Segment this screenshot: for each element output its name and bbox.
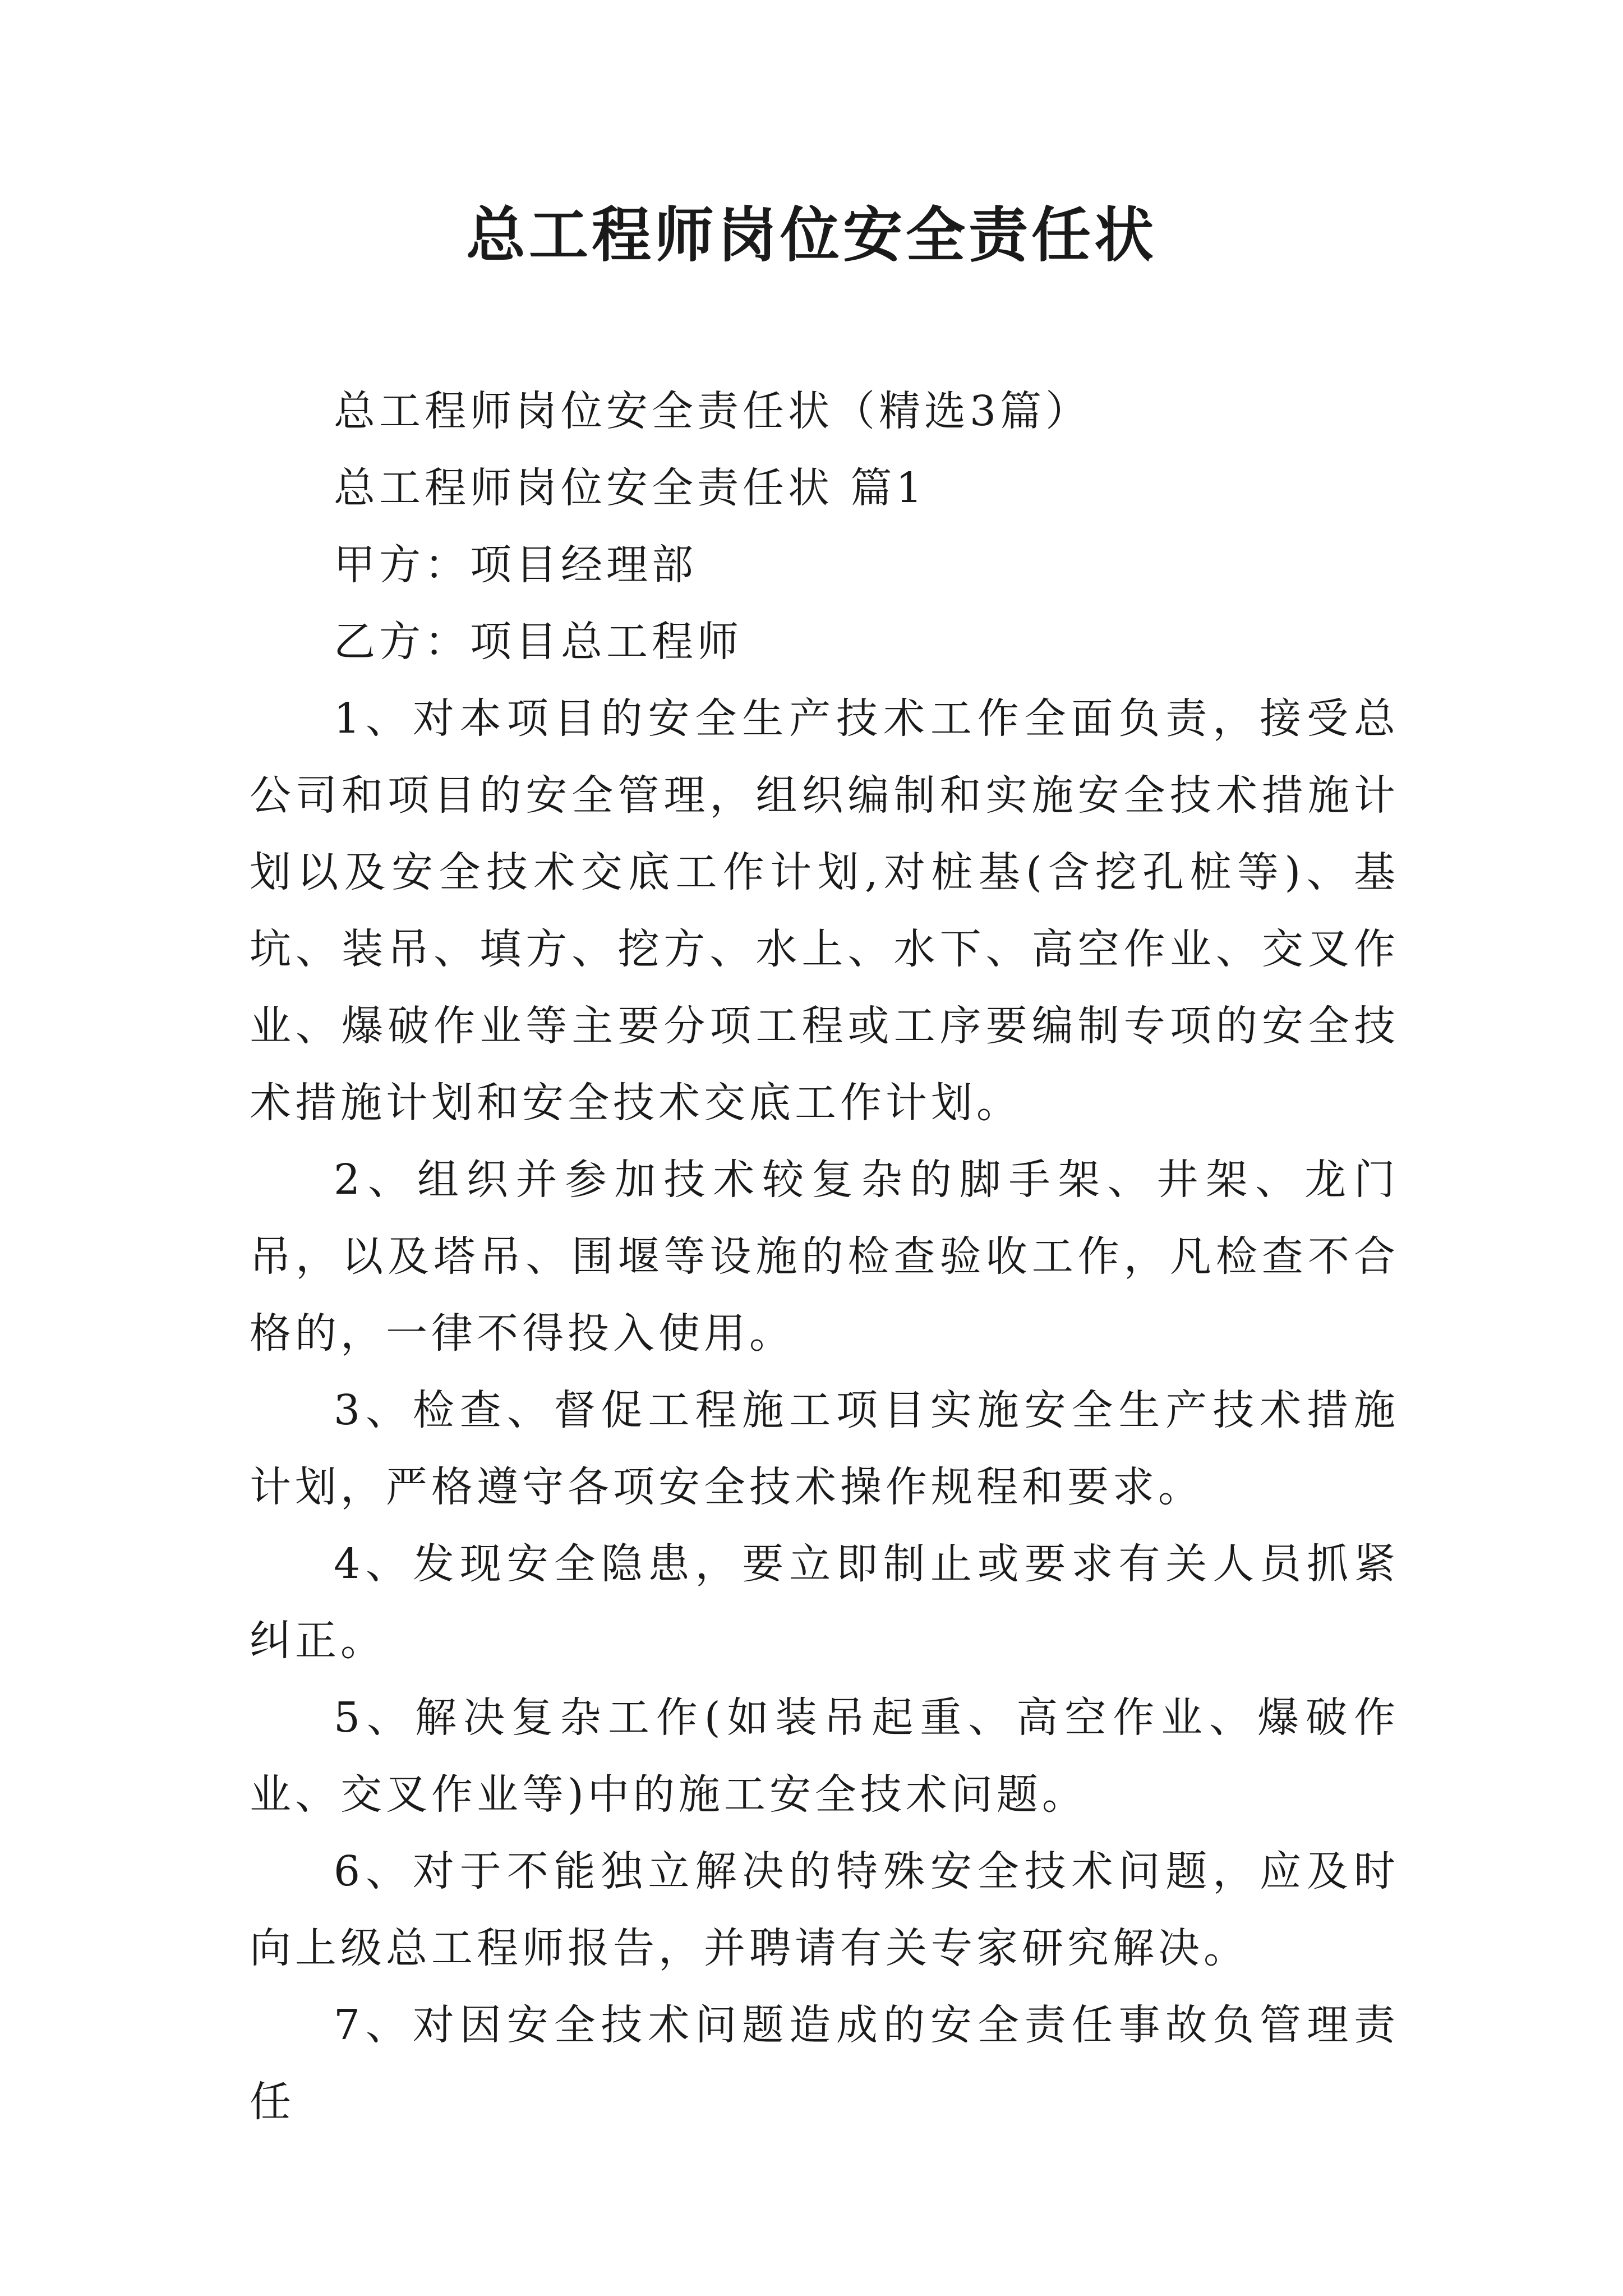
paragraph-clause-1: 1、对本项目的安全生产技术工作全面负责，接受总公司和项目的安全管理，组织编制和实施安全技术措施计划以及安全技术交底工作计划,对桩基(含挖孔桩等)、基坑、装吊、填方、挖方、水上、水下、高空作业、交叉作业、爆破作业等主要分项工程或工序要编制专项的安全技术措施计划和安全技术交底工作计划。 [250, 694, 1399, 1127]
paragraph-party-a: 甲方：项目经理部 [334, 541, 697, 589]
document-body [250, 373, 1399, 2141]
paragraph-clause-3: 3、检查、督促工程施工项目实施安全生产技术措施计划，严格遵守各项安全技术操作规程和要求。 [250, 1386, 1399, 1511]
paragraph-clause-6: 6、对于不能独立解决的特殊安全技术问题，应及时向上级总工程师报告，并聘请有关专家研究解决。 [250, 1847, 1399, 1972]
paragraph-clause-5: 5、解决复杂工作(如装吊起重、高空作业、爆破作业、交叉作业等)中的施工安全技术问题。 [250, 1694, 1399, 1819]
paragraph-clause-2: 2、组织并参加技术较复杂的脚手架、井架、龙门吊，以及塔吊、围堰等设施的检查验收工作，凡检查不合格的，一律不得投入使用。 [250, 1156, 1399, 1358]
paragraph-subtitle: 总工程师岗位安全责任状（精选3篇） [334, 387, 1091, 435]
paragraph-party-b: 乙方：项目总工程师 [334, 618, 743, 666]
paragraph-section-heading: 总工程师岗位安全责任状 篇1 [334, 464, 926, 512]
document-title: 总工程师岗位安全责任状 [466, 201, 1157, 270]
paragraph-clause-4: 4、发现安全隐患，要立即制止或要求有关人员抓紧纠正。 [250, 1540, 1399, 1665]
paragraph-clause-7: 7、对因安全技术问题造成的安全责任事故负管理责任 [250, 2001, 1399, 2126]
